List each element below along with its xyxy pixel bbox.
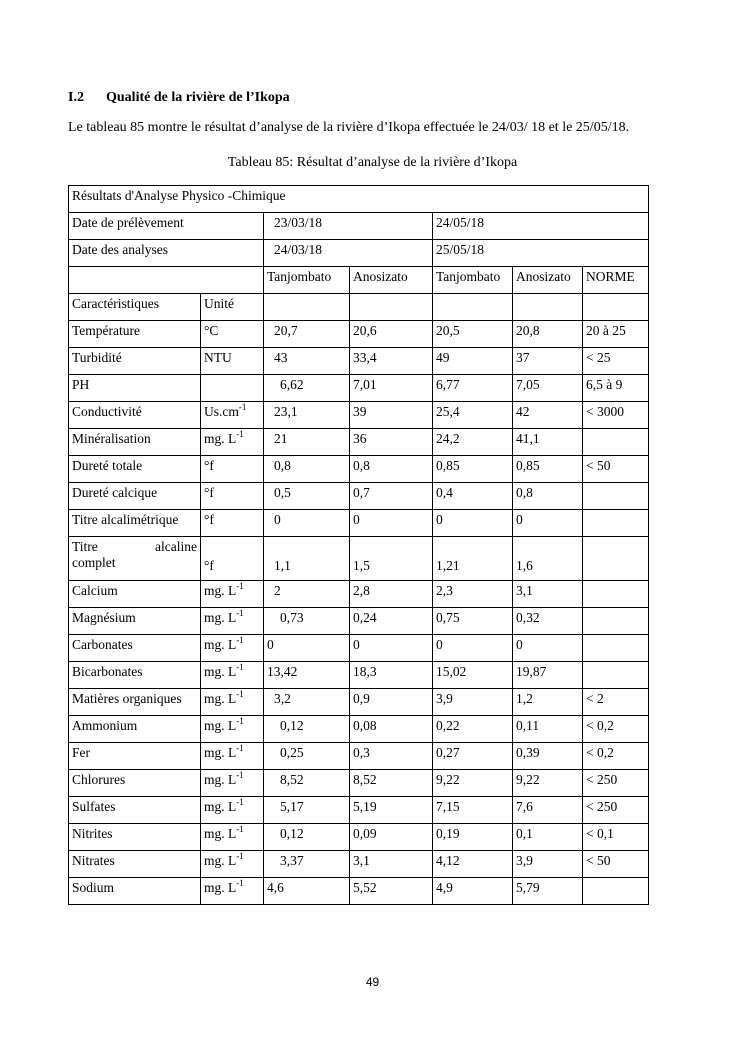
unit-cell — [201, 797, 264, 824]
characteristic-name: Bicarbonates — [69, 662, 201, 689]
site-header-row — [69, 267, 649, 294]
characteristic-name — [69, 537, 201, 581]
value-tanjombato-1: 6,62 — [264, 375, 350, 402]
analysis-date-row — [69, 240, 649, 267]
unit-text: °f — [204, 558, 214, 573]
value-tanjombato-1: 13,42 — [264, 662, 350, 689]
table-row — [69, 743, 649, 770]
value-tanjombato-1: 20,7 — [264, 321, 350, 348]
unit-cell — [201, 743, 264, 770]
results-table — [68, 185, 649, 905]
unit-text: mg. L — [204, 610, 237, 625]
unit-cell — [201, 770, 264, 797]
characteristic-name: Dureté totale — [69, 456, 201, 483]
analysis-date-2: 25/05/18 — [433, 240, 649, 267]
table-row — [69, 375, 649, 402]
value-anosizato-2: 3,9 — [513, 851, 583, 878]
value-anosizato-1: 8,52 — [350, 770, 433, 797]
value-tanjombato-2: 25,4 — [433, 402, 513, 429]
value-tanjombato-2: 15,02 — [433, 662, 513, 689]
unit-cell — [201, 716, 264, 743]
unit-exponent: -1 — [236, 634, 244, 645]
table-row — [69, 348, 649, 375]
section-number: I.2 — [68, 90, 84, 105]
value-norme — [583, 581, 649, 608]
unit-text: mg. L — [204, 637, 237, 652]
value-norme: < 25 — [583, 348, 649, 375]
unit-cell — [201, 402, 264, 429]
characteristic-name: Nitrates — [69, 851, 201, 878]
unit-exponent: -1 — [236, 580, 244, 591]
value-tanjombato-1: 0,12 — [264, 716, 350, 743]
value-anosizato-1: 33,4 — [350, 348, 433, 375]
unit-cell — [201, 348, 264, 375]
table-row — [69, 483, 649, 510]
table-row — [69, 662, 649, 689]
value-norme: < 3000 — [583, 402, 649, 429]
value-anosizato-2: 42 — [513, 402, 583, 429]
value-anosizato-1: 0,7 — [350, 483, 433, 510]
value-anosizato-1: 0,8 — [350, 456, 433, 483]
value-tanjombato-2: 1,21 — [433, 537, 513, 581]
unit-text: mg. L — [204, 431, 237, 446]
col-header-tanjombato-1: Tanjombato — [264, 267, 350, 294]
unit-text: °C — [204, 323, 219, 338]
table-row — [69, 716, 649, 743]
value-norme: < 0,1 — [583, 824, 649, 851]
unit-text: NTU — [204, 350, 232, 365]
unit-cell — [201, 537, 264, 581]
value-tanjombato-1: 3,2 — [264, 689, 350, 716]
value-tanjombato-2: 4,12 — [433, 851, 513, 878]
table-row — [69, 797, 649, 824]
value-anosizato-1: 0 — [350, 510, 433, 537]
value-anosizato-1: 5,52 — [350, 878, 433, 905]
col-header-norme: NORME — [583, 267, 649, 294]
value-norme: 20 à 25 — [583, 321, 649, 348]
value-tanjombato-2: 0,75 — [433, 608, 513, 635]
value-tanjombato-2: 2,3 — [433, 581, 513, 608]
section-heading — [68, 90, 290, 106]
value-anosizato-1: 36 — [350, 429, 433, 456]
unit-cell — [201, 851, 264, 878]
unit-cell — [201, 662, 264, 689]
value-norme — [583, 429, 649, 456]
characteristic-name: Minéralisation — [69, 429, 201, 456]
value-tanjombato-1: 0,25 — [264, 743, 350, 770]
characteristic-name: Matières organiques — [69, 689, 201, 716]
characteristic-name: Magnésium — [69, 608, 201, 635]
unit-text: Us.cm — [204, 404, 239, 419]
value-tanjombato-1: 0,5 — [264, 483, 350, 510]
value-tanjombato-2: 4,9 — [433, 878, 513, 905]
value-norme — [583, 537, 649, 581]
value-tanjombato-2: 0 — [433, 635, 513, 662]
unit-text: mg. L — [204, 799, 237, 814]
col-header-anosizato-2: Anosizato — [513, 267, 583, 294]
characteristic-name-part: Titre — [72, 539, 98, 554]
unit-cell — [201, 878, 264, 905]
table-row — [69, 510, 649, 537]
unit-exponent: -1 — [236, 823, 244, 834]
value-norme — [583, 635, 649, 662]
value-tanjombato-1: 0,73 — [264, 608, 350, 635]
empty-cell — [264, 294, 350, 321]
characteristic-name: Sulfates — [69, 797, 201, 824]
value-anosizato-1: 0,9 — [350, 689, 433, 716]
value-anosizato-2: 19,87 — [513, 662, 583, 689]
empty-cell — [350, 294, 433, 321]
col-header-characteristics: Caractéristiques — [69, 294, 201, 321]
empty-cell — [583, 294, 649, 321]
unit-cell — [201, 456, 264, 483]
value-anosizato-1: 3,1 — [350, 851, 433, 878]
value-tanjombato-1: 23,1 — [264, 402, 350, 429]
value-anosizato-2: 0,1 — [513, 824, 583, 851]
value-norme: < 2 — [583, 689, 649, 716]
value-anosizato-2: 0,85 — [513, 456, 583, 483]
characteristic-name-part: complet — [72, 555, 116, 570]
table-row — [69, 689, 649, 716]
value-tanjombato-2: 0,19 — [433, 824, 513, 851]
value-tanjombato-2: 0,27 — [433, 743, 513, 770]
characteristic-name: Fer — [69, 743, 201, 770]
analysis-date-1: 24/03/18 — [264, 240, 433, 267]
unit-exponent: -1 — [236, 607, 244, 618]
value-tanjombato-2: 49 — [433, 348, 513, 375]
characteristic-name: Titre alcalimétrique — [69, 510, 201, 537]
value-norme: < 250 — [583, 797, 649, 824]
unit-text: mg. L — [204, 718, 237, 733]
value-tanjombato-1: 3,37 — [264, 851, 350, 878]
value-tanjombato-2: 20,5 — [433, 321, 513, 348]
unit-cell — [201, 581, 264, 608]
characteristic-name: Chlorures — [69, 770, 201, 797]
unit-text: mg. L — [204, 691, 237, 706]
table-row — [69, 608, 649, 635]
value-tanjombato-2: 0,22 — [433, 716, 513, 743]
value-norme: < 50 — [583, 851, 649, 878]
characteristic-name: Carbonates — [69, 635, 201, 662]
value-anosizato-1: 0,09 — [350, 824, 433, 851]
value-anosizato-2: 1,2 — [513, 689, 583, 716]
value-anosizato-2: 0,8 — [513, 483, 583, 510]
characteristic-name-part: alcaline — [155, 539, 197, 554]
characteristic-name: PH — [69, 375, 201, 402]
characteristic-name: Dureté calcique — [69, 483, 201, 510]
characteristic-name: Température — [69, 321, 201, 348]
value-norme — [583, 483, 649, 510]
value-anosizato-2: 0,11 — [513, 716, 583, 743]
table-row — [69, 770, 649, 797]
unit-text: mg. L — [204, 745, 237, 760]
empty-cell — [513, 294, 583, 321]
value-anosizato-2: 7,05 — [513, 375, 583, 402]
value-norme: < 0,2 — [583, 743, 649, 770]
value-anosizato-1: 0,24 — [350, 608, 433, 635]
sampling-date-1: 23/03/18 — [264, 213, 433, 240]
value-tanjombato-2: 24,2 — [433, 429, 513, 456]
value-anosizato-1: 20,6 — [350, 321, 433, 348]
characteristic-name: Ammonium — [69, 716, 201, 743]
unit-text: mg. L — [204, 583, 237, 598]
value-anosizato-2: 0,39 — [513, 743, 583, 770]
table-row — [69, 429, 649, 456]
value-norme: < 0,2 — [583, 716, 649, 743]
unit-cell — [201, 608, 264, 635]
table-row — [69, 878, 649, 905]
unit-exponent: -1 — [236, 688, 244, 699]
value-anosizato-2: 9,22 — [513, 770, 583, 797]
value-anosizato-2: 0 — [513, 510, 583, 537]
value-tanjombato-1: 0 — [264, 635, 350, 662]
unit-exponent: -1 — [236, 877, 244, 888]
unit-exponent: -1 — [236, 742, 244, 753]
table-row — [69, 824, 649, 851]
value-tanjombato-2: 7,15 — [433, 797, 513, 824]
table-row — [69, 321, 649, 348]
value-anosizato-2: 41,1 — [513, 429, 583, 456]
unit-cell — [201, 429, 264, 456]
unit-exponent: -1 — [236, 769, 244, 780]
value-anosizato-1: 2,8 — [350, 581, 433, 608]
value-tanjombato-1: 0 — [264, 510, 350, 537]
value-tanjombato-1: 43 — [264, 348, 350, 375]
table-row — [69, 402, 649, 429]
empty-cell — [69, 267, 264, 294]
table-row — [69, 635, 649, 662]
sampling-date-row — [69, 213, 649, 240]
value-tanjombato-1: 0,8 — [264, 456, 350, 483]
col-header-anosizato-1: Anosizato — [350, 267, 433, 294]
value-anosizato-1: 7,01 — [350, 375, 433, 402]
analysis-date-label: Date des analyses — [69, 240, 264, 267]
unit-cell — [201, 689, 264, 716]
table-title-row — [69, 186, 649, 213]
unit-exponent: -1 — [236, 796, 244, 807]
value-anosizato-2: 5,79 — [513, 878, 583, 905]
table-row — [69, 537, 649, 581]
unit-cell — [201, 824, 264, 851]
unit-text: mg. L — [204, 772, 237, 787]
unit-cell — [201, 510, 264, 537]
value-tanjombato-1: 21 — [264, 429, 350, 456]
value-anosizato-1: 18,3 — [350, 662, 433, 689]
table-row — [69, 851, 649, 878]
value-anosizato-2: 0,32 — [513, 608, 583, 635]
table-title: Résultats d'Analyse Physico -Chimique — [69, 186, 649, 213]
table-row — [69, 456, 649, 483]
unit-cell — [201, 483, 264, 510]
value-norme — [583, 662, 649, 689]
value-tanjombato-1: 8,52 — [264, 770, 350, 797]
value-anosizato-2: 3,1 — [513, 581, 583, 608]
value-tanjombato-1: 0,12 — [264, 824, 350, 851]
value-tanjombato-1: 5,17 — [264, 797, 350, 824]
characteristic-name: Sodium — [69, 878, 201, 905]
unit-text: °f — [204, 512, 214, 527]
unit-cell — [201, 375, 264, 402]
unit-text: mg. L — [204, 664, 237, 679]
value-tanjombato-2: 9,22 — [433, 770, 513, 797]
value-anosizato-1: 0 — [350, 635, 433, 662]
unit-cell — [201, 321, 264, 348]
value-tanjombato-1: 1,1 — [264, 537, 350, 581]
unit-exponent: -1 — [236, 850, 244, 861]
value-norme: 6,5 à 9 — [583, 375, 649, 402]
col-header-unit: Unité — [201, 294, 264, 321]
value-anosizato-1: 0,3 — [350, 743, 433, 770]
unit-text: °f — [204, 458, 214, 473]
table-row — [69, 581, 649, 608]
value-anosizato-2: 0 — [513, 635, 583, 662]
value-anosizato-2: 20,8 — [513, 321, 583, 348]
value-tanjombato-2: 6,77 — [433, 375, 513, 402]
page-number: 49 — [365, 975, 380, 989]
unit-exponent: -1 — [238, 401, 247, 412]
value-norme: < 250 — [583, 770, 649, 797]
unit-cell — [201, 635, 264, 662]
value-tanjombato-2: 0,85 — [433, 456, 513, 483]
unit-exponent: -1 — [236, 428, 244, 439]
value-tanjombato-2: 0 — [433, 510, 513, 537]
value-norme — [583, 608, 649, 635]
unit-exponent: -1 — [236, 715, 244, 726]
unit-text: mg. L — [204, 826, 237, 841]
value-tanjombato-1: 4,6 — [264, 878, 350, 905]
col-header-tanjombato-2: Tanjombato — [433, 267, 513, 294]
value-norme: < 50 — [583, 456, 649, 483]
value-anosizato-2: 1,6 — [513, 537, 583, 581]
value-anosizato-1: 5,19 — [350, 797, 433, 824]
intro-paragraph: Le tableau 85 montre le résultat d’analyse de la rivière d’Ikopa effectuée le 24/03/ 18 et le 25/05/18. — [68, 120, 630, 135]
section-title: Qualité de la rivière de l’Ikopa — [106, 90, 290, 105]
characteristic-name: Nitrites — [69, 824, 201, 851]
unit-exponent: -1 — [236, 661, 244, 672]
value-norme — [583, 510, 649, 537]
characteristic-name: Turbidité — [69, 348, 201, 375]
value-anosizato-2: 7,6 — [513, 797, 583, 824]
sampling-date-label: Date de prélèvement — [69, 213, 264, 240]
value-anosizato-2: 37 — [513, 348, 583, 375]
empty-cell — [433, 294, 513, 321]
characteristic-name: Conductivité — [69, 402, 201, 429]
characteristics-header-row — [69, 294, 649, 321]
value-anosizato-1: 39 — [350, 402, 433, 429]
unit-text: mg. L — [204, 853, 237, 868]
value-tanjombato-2: 0,4 — [433, 483, 513, 510]
table-caption: Tableau 85: Résultat d’analyse de la rivière d’Ikopa — [227, 155, 518, 170]
value-norme — [583, 878, 649, 905]
unit-text: mg. L — [204, 880, 237, 895]
sampling-date-2: 24/05/18 — [433, 213, 649, 240]
value-anosizato-1: 0,08 — [350, 716, 433, 743]
unit-text: °f — [204, 485, 214, 500]
characteristic-name: Calcium — [69, 581, 201, 608]
value-tanjombato-1: 2 — [264, 581, 350, 608]
value-anosizato-1: 1,5 — [350, 537, 433, 581]
value-tanjombato-2: 3,9 — [433, 689, 513, 716]
